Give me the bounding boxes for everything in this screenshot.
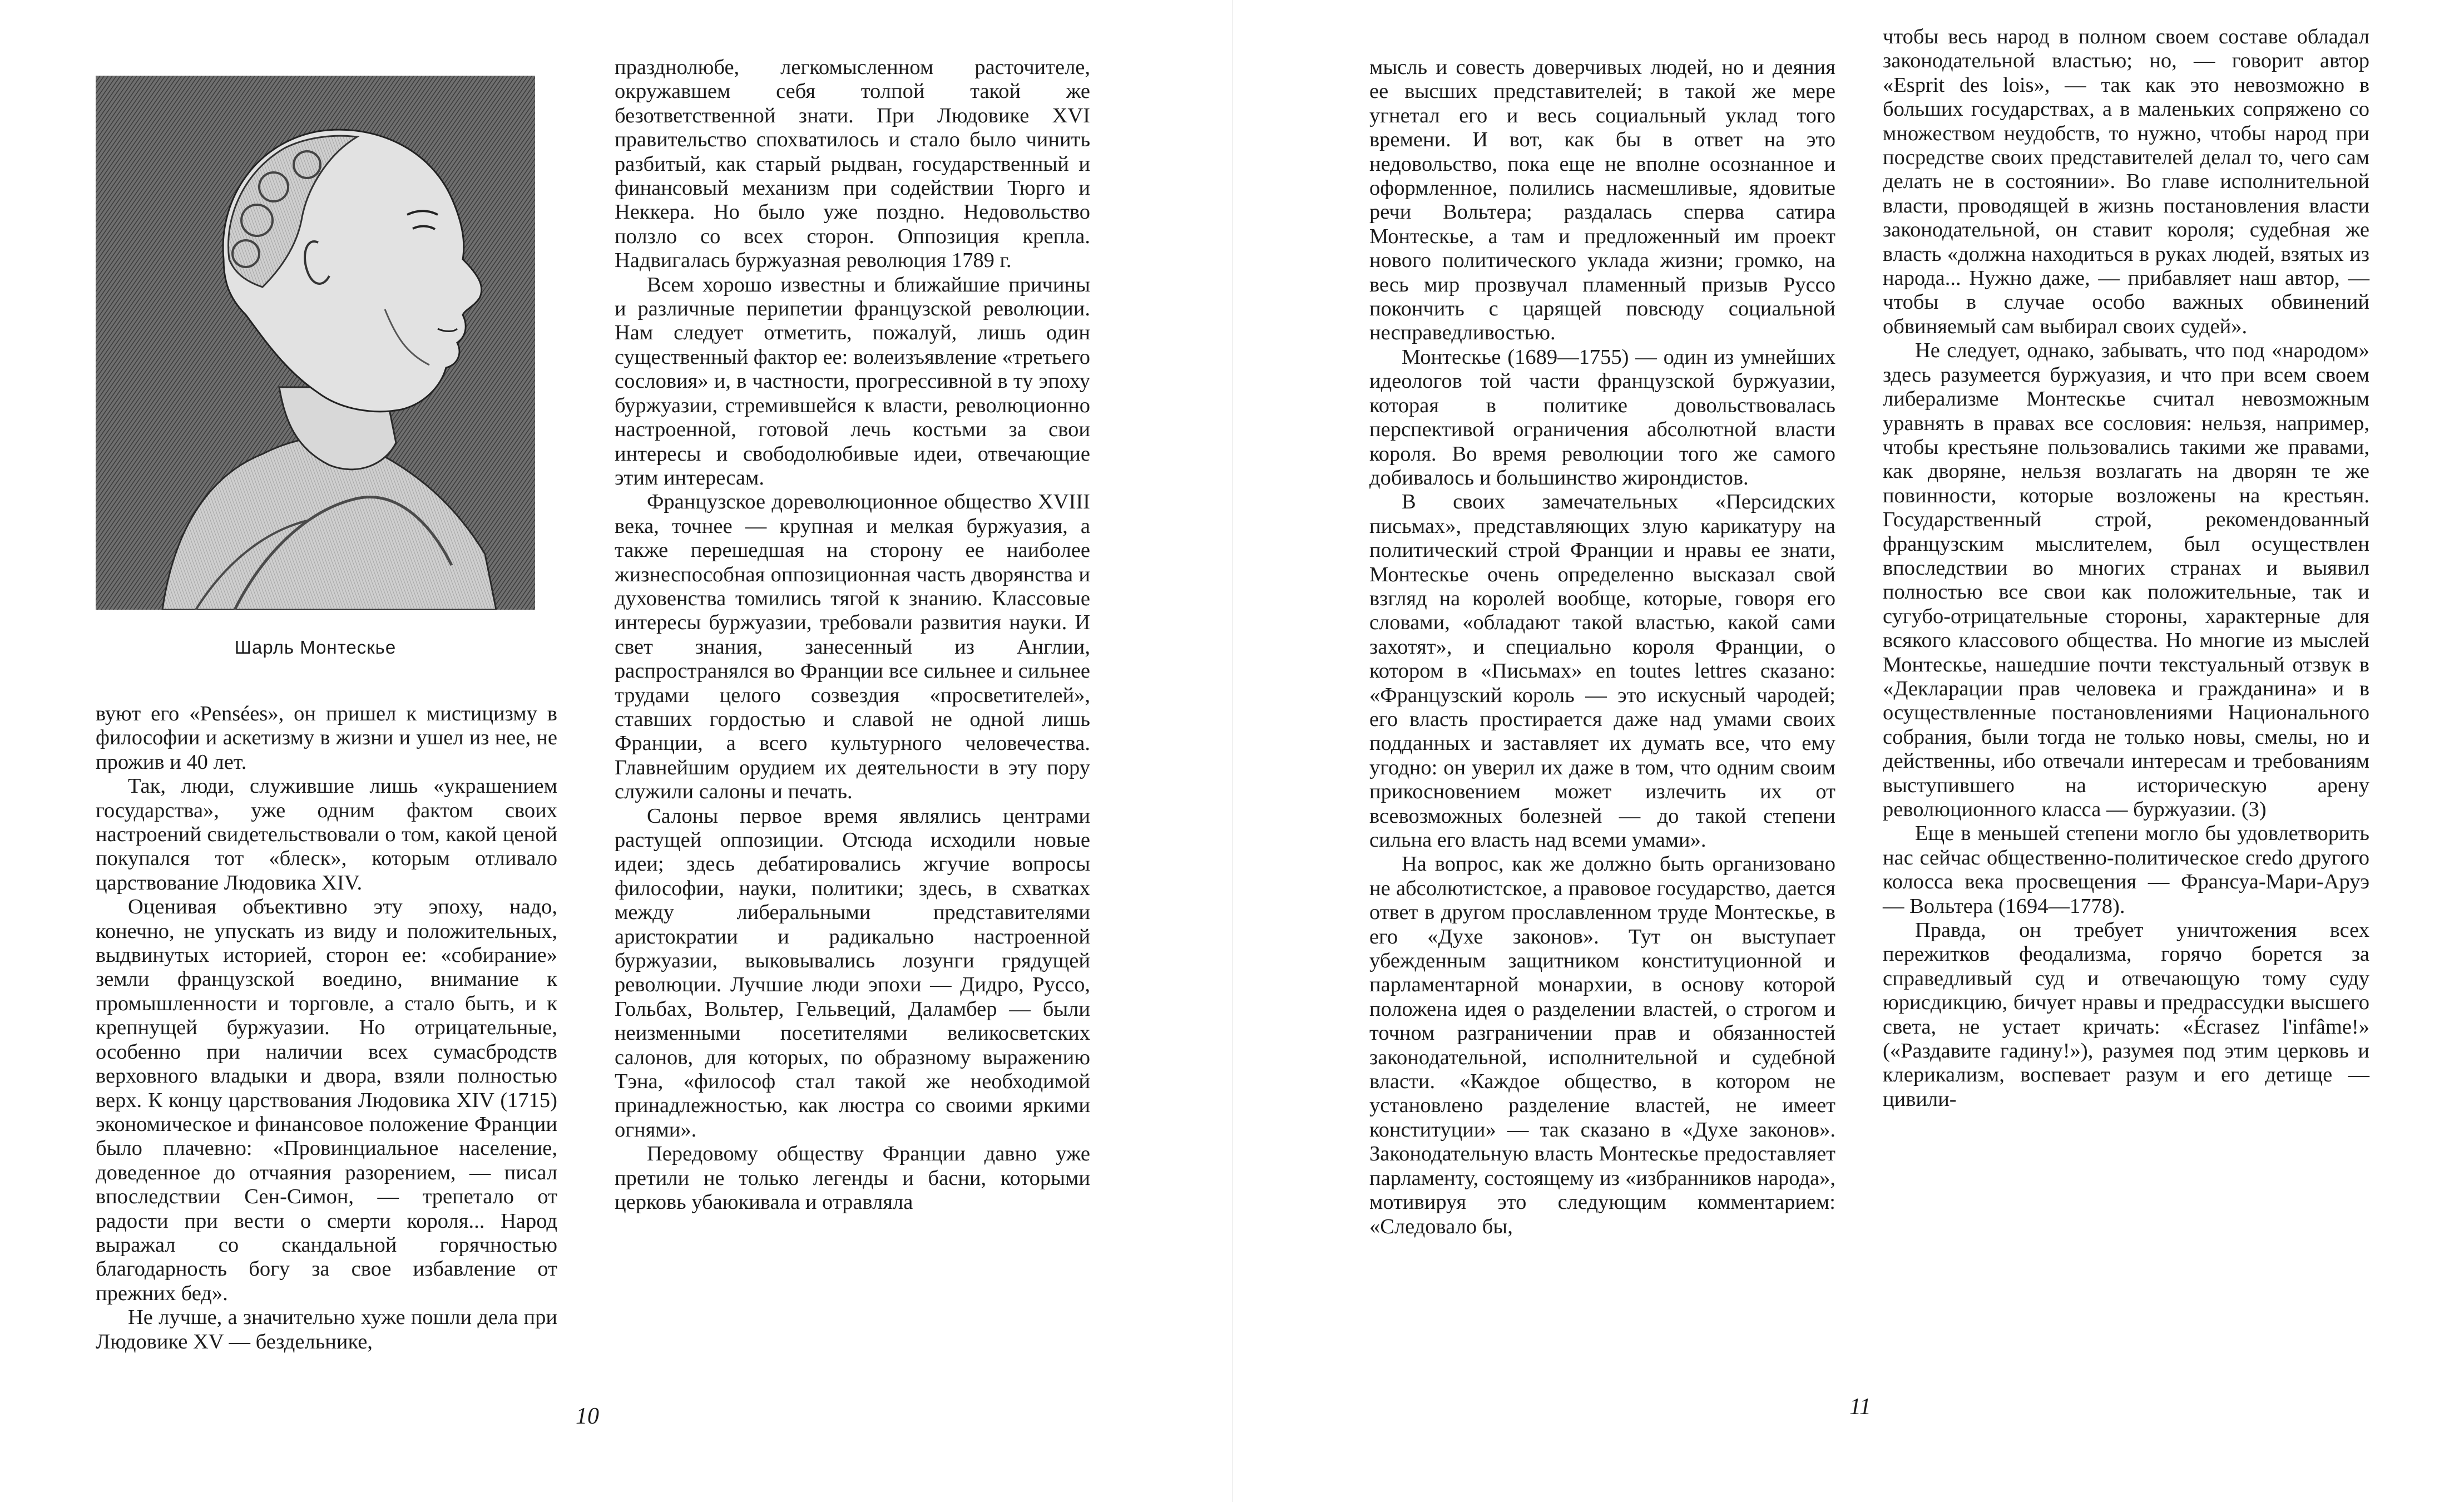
paragraph: Не лучше, а значительно хуже пошли дела при Людовике XV — бездельнике, xyxy=(96,1306,557,1353)
paragraph: Оценивая объективно эту эпоху, надо, конечно, не упускать из виду и положительных, выдвинутых историей, сторон ее: «собирание» земли французской воедино, внимание к промышленности и торговле, а стало быть, и к крепнущей буржуазии. Но отрицательные, особенно при наличии всех сумасбродств верховного владыки и двора, взяли полностью верх. К концу царствования Людовика XIV (1715) экономическое и финансовое положение Франции было плачевно: «Провинциальное население, доведенное до отчаяния разорением, — писал впоследствии Сен-Симон, — трепетало от радости при вести о смерти короля... Народ выражал со скандальной горячностью благодарность богу за свое избавление от прежних бед». xyxy=(96,895,557,1305)
page-number-right: 11 xyxy=(1849,1394,1871,1420)
paragraph: На вопрос, как же должно быть организовано не абсолютистское, а правовое государство, дается ответ в другом прославленном труде Монтескье, в его «Духе законов». Тут он выступает убежденным защитником конституционной и парламентарной монархии, в основу которой положена идея о разделении властей, о строгом и точном разграничении прав и обязанностей законодательной, исполнительной и судебной власти. «Каждое общество, в котором не установлено разделение властей, не имеет конституции» — так сказано в «Духе законов». Законодательную власть Монтескье предоставляет парламенту, состоящему из «избранников народа», мотивируя это следующим комментарием: «Следовало бы, xyxy=(1369,852,1835,1238)
page-number-left: 10 xyxy=(576,1404,599,1429)
page-fold xyxy=(1232,0,1233,1502)
paragraph: Правда, он требует уничтожения всех пережитков феодализма, горячо борется за справедливый суд и отвечающую тому суду юрисдикцию, бичует нравы и предрассудки высшего света, не устает кричать: «Écrasez l'infâme!» («Раздавите гадину!»), разумея под этим церковь и клерикализм, воспевает разум и его детище — цивили- xyxy=(1883,918,2369,1111)
paragraph: Не следует, однако, забывать, что под «народом» здесь разумеется буржуазия, и что при всем своем либерализме Монтескье считал невозможным уравнять в правах все сословия: нельзя, например, чтобы крестьяне пользовались такими же правами, как дворяне, нельзя возлагать на дворян те же повинности, которые возложены на крестьян. Государственный строй, рекомендованный французским мыслителем, был осуществлен впоследствии во многих странах и выявил полностью все свои как положительные, так и сугубо-отрицательные стороны, характерные для всякого классового общества. Но многие из мыслей Монтескье, нашедшие почти текстуальный отзвук в «Декларации прав человека и гражданина» и в осуществленные постановлениями Национального собрания, были тогда не только новы, смелы, но и действенны, ибо отвечали интересам и требованиям выступившего на историческую арену революционного класса — буржуазии. (3) xyxy=(1883,339,2369,821)
paragraph: Монтескье (1689—1755) — один из умнейших идеологов той части французской буржуазии, которая в политике довольствовалась перспективой ограничения абсолютной власти короля. Во время революции того же самого добивалось и большинство жирондистов. xyxy=(1369,345,1835,490)
paragraph: Еще в меньшей степени могло бы удовлетворить нас сейчас общественно-политическое credo другого колосса века просвещения — Франсуа-Мари-Аруэ — Вольтера (1694—1778). xyxy=(1883,822,2369,918)
paragraph: вуют его «Pensées», он пришел к мистицизму в философии и аскетизму в жизни и ушел из нее, не прожив и 40 лет. xyxy=(96,702,557,774)
left-page-column-1 xyxy=(96,702,557,1354)
paragraph: Французское дореволюционное общество XVIII века, точнее — крупная и мелкая буржуазия, а также перешедшая на сторону ее наиболее жизнеспособная оппозиционная часть дворянства и духовенства томились тягой к знанию. Классовые интересы буржуазии, требовали развития науки. И свет знания, занесенный из Англии, распространялся во Франции все сильнее и сильнее трудами целого созвездия «просветителей», ставших гордостью и славой не одной лишь Франции, а всего культурного человечества. Главнейшим орудием их деятельности в эту пору служили салоны и печать. xyxy=(615,490,1090,804)
portrait-caption: Шарль Монтескье xyxy=(234,637,397,658)
right-page-column-2 xyxy=(1883,25,2369,1111)
portrait-illustration xyxy=(96,76,535,610)
paragraph: Так, люди, служившие лишь «украшением государства», уже одним фактом своих настроений свидетельствовали о том, какой ценой покупался тот «блеск», которым отливало царствование Людовика XIV. xyxy=(96,774,557,895)
paragraph: мысль и совесть доверчивых людей, но и деяния ее высших представителей; в такой же мере угнетал его и весь социальный уклад того времени. И вот, как бы в ответ на это недовольство, пока еще не вполне осознанное и оформленное, полились насмешливые, ядовитые речи Вольтера; раздалась сперва сатира Монтескье, а там и предложенный им проект нового политического уклада жизни; громко, на весь мир прозвучал пламенный призыв Руссо покончить с царящей повсюду социальной несправедливостью. xyxy=(1369,56,1835,345)
paragraph: чтобы весь народ в полном своем составе обладал законодательной властью; но, — говорит автор «Esprit des lois», — так как это невозможно в больших государствах, а в маленьких сопряжено со множеством неудобств, то нужно, чтобы народ при посредстве своих представителей делал то, чего сам делать не в состоянии». Во главе исполнительной власти, проводящей в жизнь постановления власти законодательной, он ставит короля; судебная же власть «должна находиться в руках людей, взятых из народа... Нужно даже, — прибавляет наш автор, — чтобы в случае особо важных обвинений обвиняемый сам выбирал своих судей». xyxy=(1883,25,2369,338)
paragraph: Передовому обществу Франции давно уже претили не только легенды и басни, которыми церковь убаюкивала и отравляла xyxy=(615,1142,1090,1214)
paragraph: Салоны первое время являлись центрами растущей оппозиции. Отсюда исходили новые идеи; здесь дебатировались жгучие вопросы философии, науки, политики; здесь, в схватках между либеральными представителями аристократии и радикально настроенной буржуазии, выковывались лозунги грядущей революции. Лучшие люди эпохи — Дидро, Руссо, Гольбах, Вольтер, Гельвеций, Даламбер — были неизменными посетителями великосветских салонов, для которых, по образному выражению Тэна, «философ стал такой же необходимой принадлежностью, как люстра со своими яркими огнями». xyxy=(615,804,1090,1142)
montesquieu-portrait-image xyxy=(96,76,535,610)
left-page-column-2 xyxy=(615,56,1090,1215)
paragraph: В своих замечательных «Персидских письмах», представляющих злую карикатуру на политический строй Франции и нравы ее знати, Монтескье очень определенно высказал свой взгляд на королей вообще, которые, говоря его словами, «обладают такой властью, какой сами захотят», и специально короля Франции, о котором в «Письмах» en toutes lettres сказано: «Французский король — это искусный чародей; его власть простирается даже над умами своих подданных и заставляет их думать все, что ему угодно: он уверил их даже в том, что одним своим прикосновением может излечить их от всевозможных болезней — до такой степени сильна его власть над всеми умами». xyxy=(1369,490,1835,852)
paragraph: Всем хорошо известны и ближайшие причины и различные перипетии французской революции. Нам следует отметить, пожалуй, лишь один существенный фактор ее: волеизъявление «третьего сословия» и, в частности, прогрессивной в ту эпоху буржуазии, стремившейся к власти, революционно настроенной, готовой лечь костьми за свои интересы и свободолюбивые идеи, отвечающие этим интересам. xyxy=(615,273,1091,490)
right-page-column-1 xyxy=(1369,56,1835,1239)
paragraph: празднолюбе, легкомысленном расточителе, окружавшем себя толпой такой же безответственной знати. При Людовике XVI правительство спохватилось и стало было чинить разбитый, как старый рыдван, государственный и финансовый механизм при содействии Тюрго и Неккера. Но было уже поздно. Недовольство ползло со всех сторон. Оппозиция крепла. Надвигалась буржуазная революция 1789 г. xyxy=(615,56,1090,273)
